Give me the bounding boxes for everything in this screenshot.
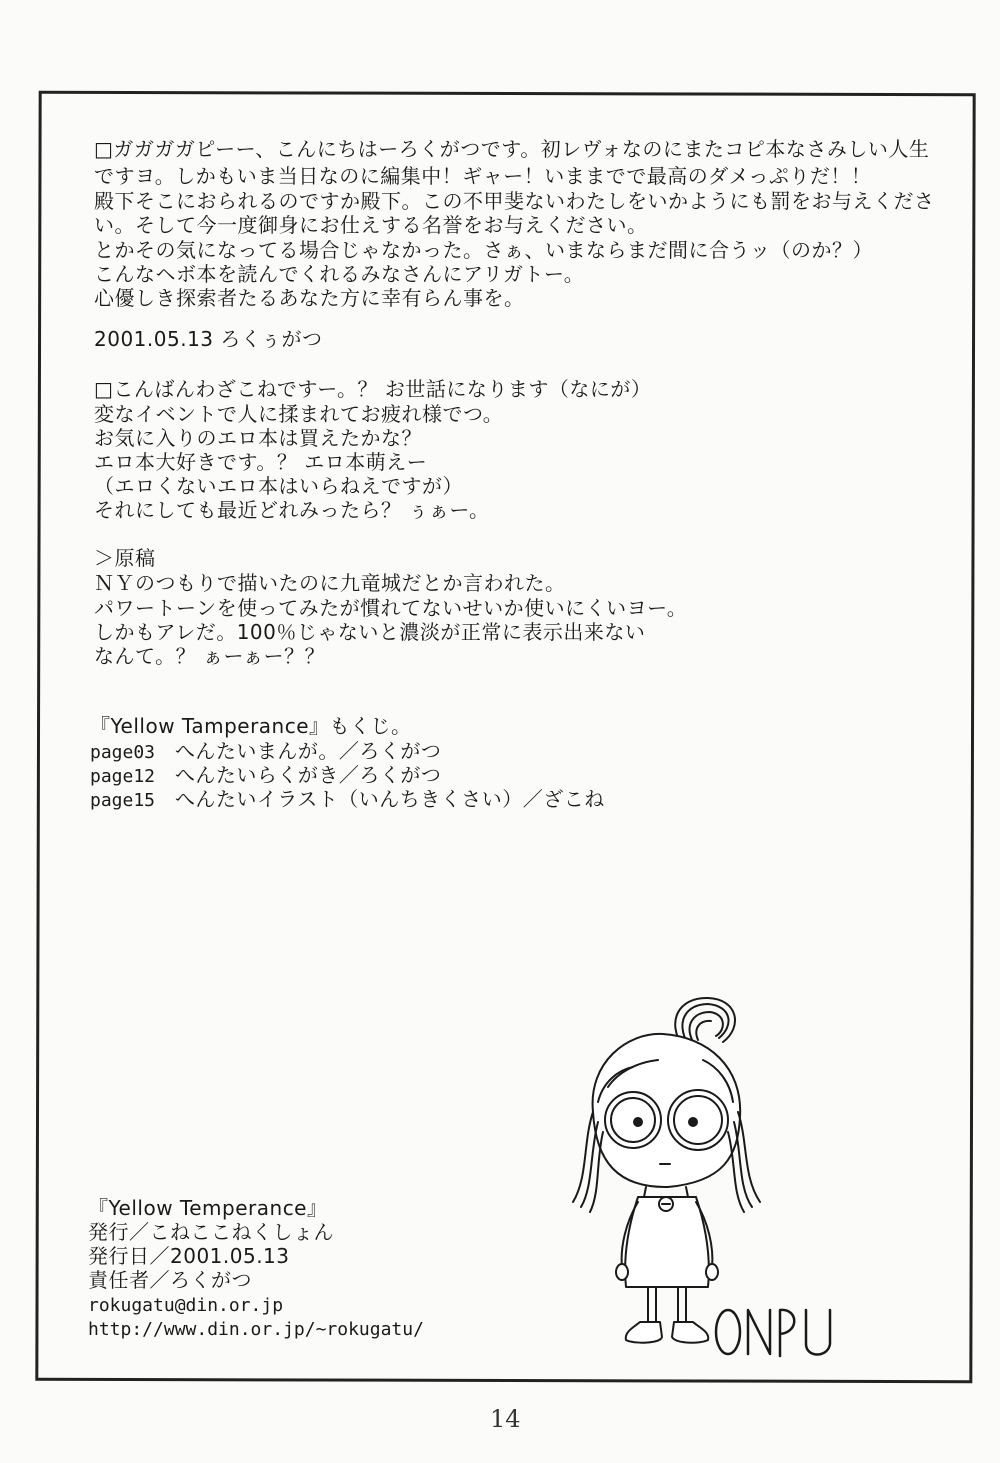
- text-line: パワートーンを使ってみたが慣れてないせいか使いにくいヨー。: [94, 596, 688, 620]
- publisher: 発行／こねここねくしょん: [88, 1220, 334, 1244]
- text-line: 変なイベントで人に揉まれてお疲れ様でつ。: [94, 402, 504, 426]
- toc-page: page12: [90, 766, 156, 787]
- toc-entry: [90, 763, 441, 789]
- text-line: 殿下そこにおられるのですか殿下。この不甲斐ないわたしをいかようにも罰をお与えくださ: [94, 189, 935, 213]
- character-illustration: [548, 992, 848, 1367]
- text-line: （エロくないエロ本はいらねえですが）: [94, 474, 463, 498]
- text-line: □こんばんわざこねですー。？ お世話になります（なにが）: [94, 377, 652, 401]
- head: [573, 1034, 760, 1212]
- section-heading: ＞原稿: [94, 546, 156, 570]
- email: rokugatu@din.or.jp: [88, 1295, 284, 1316]
- text-line: ＮＹのつもりで描いたのに九竜城だとか言われた。: [94, 571, 566, 595]
- text-line: ですヨ。しかもいま当日なのに編集中！ギャー！いままでで最高のダメっぷりだ！！: [94, 164, 872, 188]
- text-line: とかその気になってる場合じゃなかった。さぁ、いまならまだ間に合うッ（のか？）: [94, 238, 873, 262]
- text-line: なんて。？ ぁーぁー？？: [94, 644, 326, 668]
- toc-page: page15: [90, 790, 156, 811]
- legs: [626, 1287, 709, 1343]
- text-line: お気に入りのエロ本は買えたかな？: [94, 426, 422, 450]
- toc-entry: [90, 787, 605, 813]
- toc-title: へんたいまんが。／ろくがつ: [174, 739, 442, 763]
- publish-date: 発行日／2001.05.13: [88, 1244, 290, 1268]
- text-line: エロ本大好きです。？ エロ本萌えー: [94, 450, 428, 474]
- text-line: 心優しき探索者たるあなた方に幸有らん事を。: [94, 286, 525, 310]
- toc-page: page03: [90, 742, 156, 763]
- toc-heading: 『Yellow Tamperance』もくじ。: [90, 714, 412, 738]
- text-line: □ガガガガピーー、こんにちはーろくがつです。初レヴォなのにまたコピ本なさみしい人生: [94, 137, 930, 161]
- toc-entry: [90, 739, 441, 765]
- signature-date: 2001.05.13 ろくぅがつ: [94, 327, 323, 351]
- website-url: http://www.din.or.jp/~rokugatu/: [88, 1319, 424, 1340]
- text-line: しかもアレだ。100％じゃないと濃淡が正常に表示出来ない: [94, 620, 646, 644]
- body: [616, 1187, 718, 1287]
- book-title: 『Yellow Temperance』: [88, 1196, 328, 1220]
- responsible-person: 責任者／ろくがつ: [88, 1268, 252, 1292]
- text-line: い。そして今一度御身にお仕えする名誉をお与えください。: [94, 213, 648, 237]
- text-line: こんなヘボ本を読んでくれるみなさんにアリガトー。: [94, 262, 585, 286]
- text-line: それにしても最近どれみったら？ ぅぁー。: [94, 498, 490, 522]
- page-number: 14: [490, 1405, 521, 1433]
- toc-title: へんたいらくがき／ろくがつ: [174, 763, 442, 787]
- onpu-signature: [716, 1310, 830, 1356]
- toc-title: へんたいイラスト（いんちきくさい）／ざこね: [174, 787, 605, 811]
